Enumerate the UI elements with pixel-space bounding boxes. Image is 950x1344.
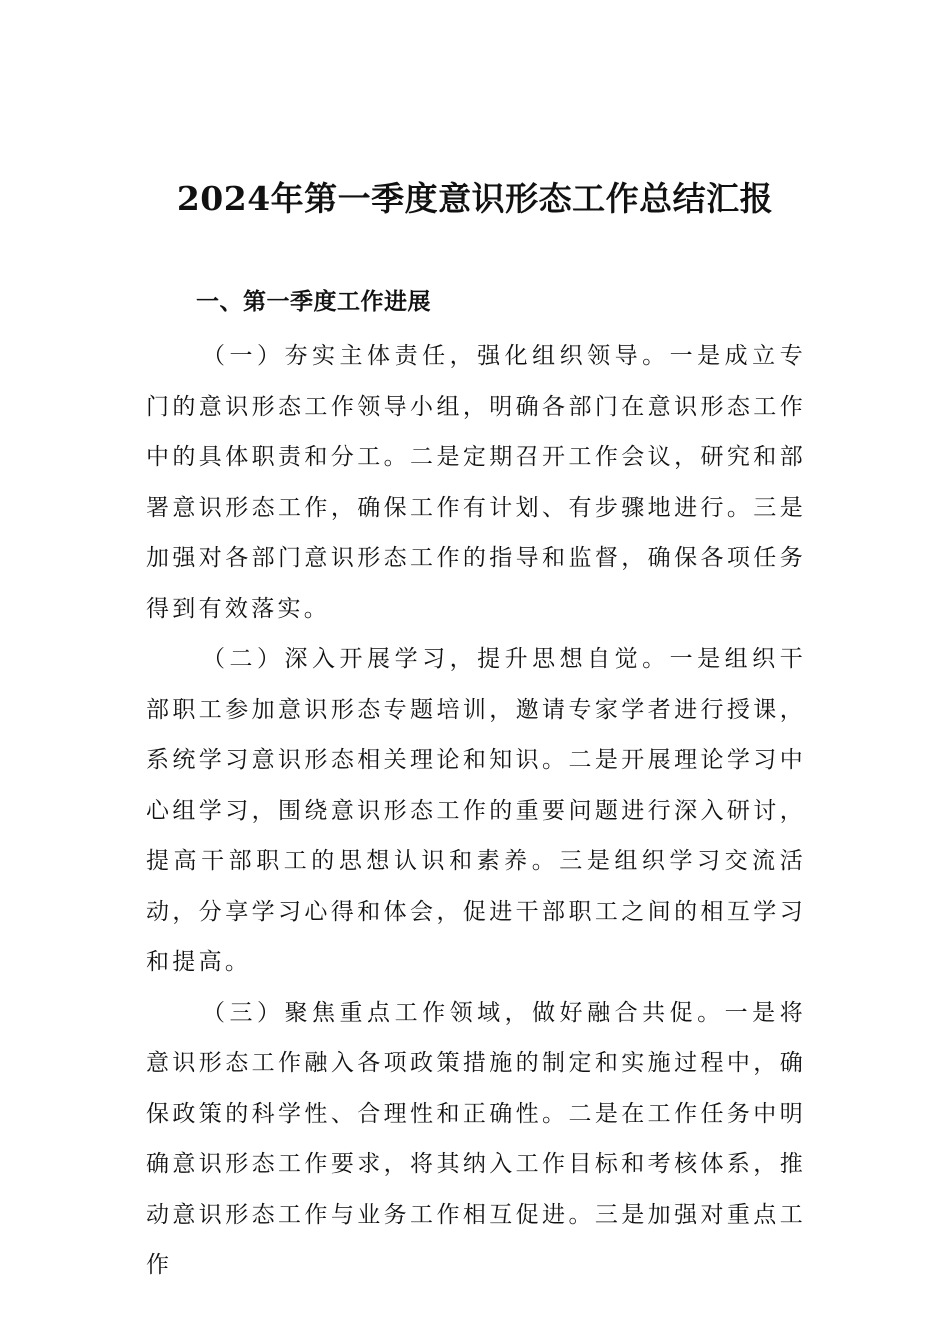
paragraph-2: （二）深入开展学习，提升思想自觉。一是组织干部职工参加意识形态专题培训，邀请专家学者进行授课，系统学习意识形态相关理论和知识。二是开展理论学习中心组学习，围绕意识形态工作的重要问题进行深入研讨，提高干部职工的思想认识和素养。三是组织学习交流活动，分享学习心得和体会，促进干部职工之间的相互学习和提高。	[146, 646, 806, 975]
paragraph-3: （三）聚焦重点工作领域，做好融合共促。一是将意识形态工作融入各项政策措施的制定和实施过程中，确保政策的科学性、合理性和正确性。二是在工作任务中明确意识形态工作要求，将其纳入工作目标和考核体系，推动意识形态工作与业务工作相互促进。三是加强对重点工作	[146, 999, 806, 1278]
section-heading: 一、第一季度工作进展	[196, 289, 431, 315]
paragraph-1: （一）夯实主体责任，强化组织领导。一是成立专门的意识形态工作领导小组，明确各部门在意识形态工作中的具体职责和分工。二是定期召开工作会议，研究和部署意识形态工作，确保工作有计划、有步骤地进行。三是加强对各部门意识形态工作的指导和监督，确保各项任务得到有效落实。	[146, 343, 806, 622]
document-title: 2024年第一季度意识形态工作总结汇报	[176, 179, 774, 218]
document-body	[146, 331, 806, 1291]
